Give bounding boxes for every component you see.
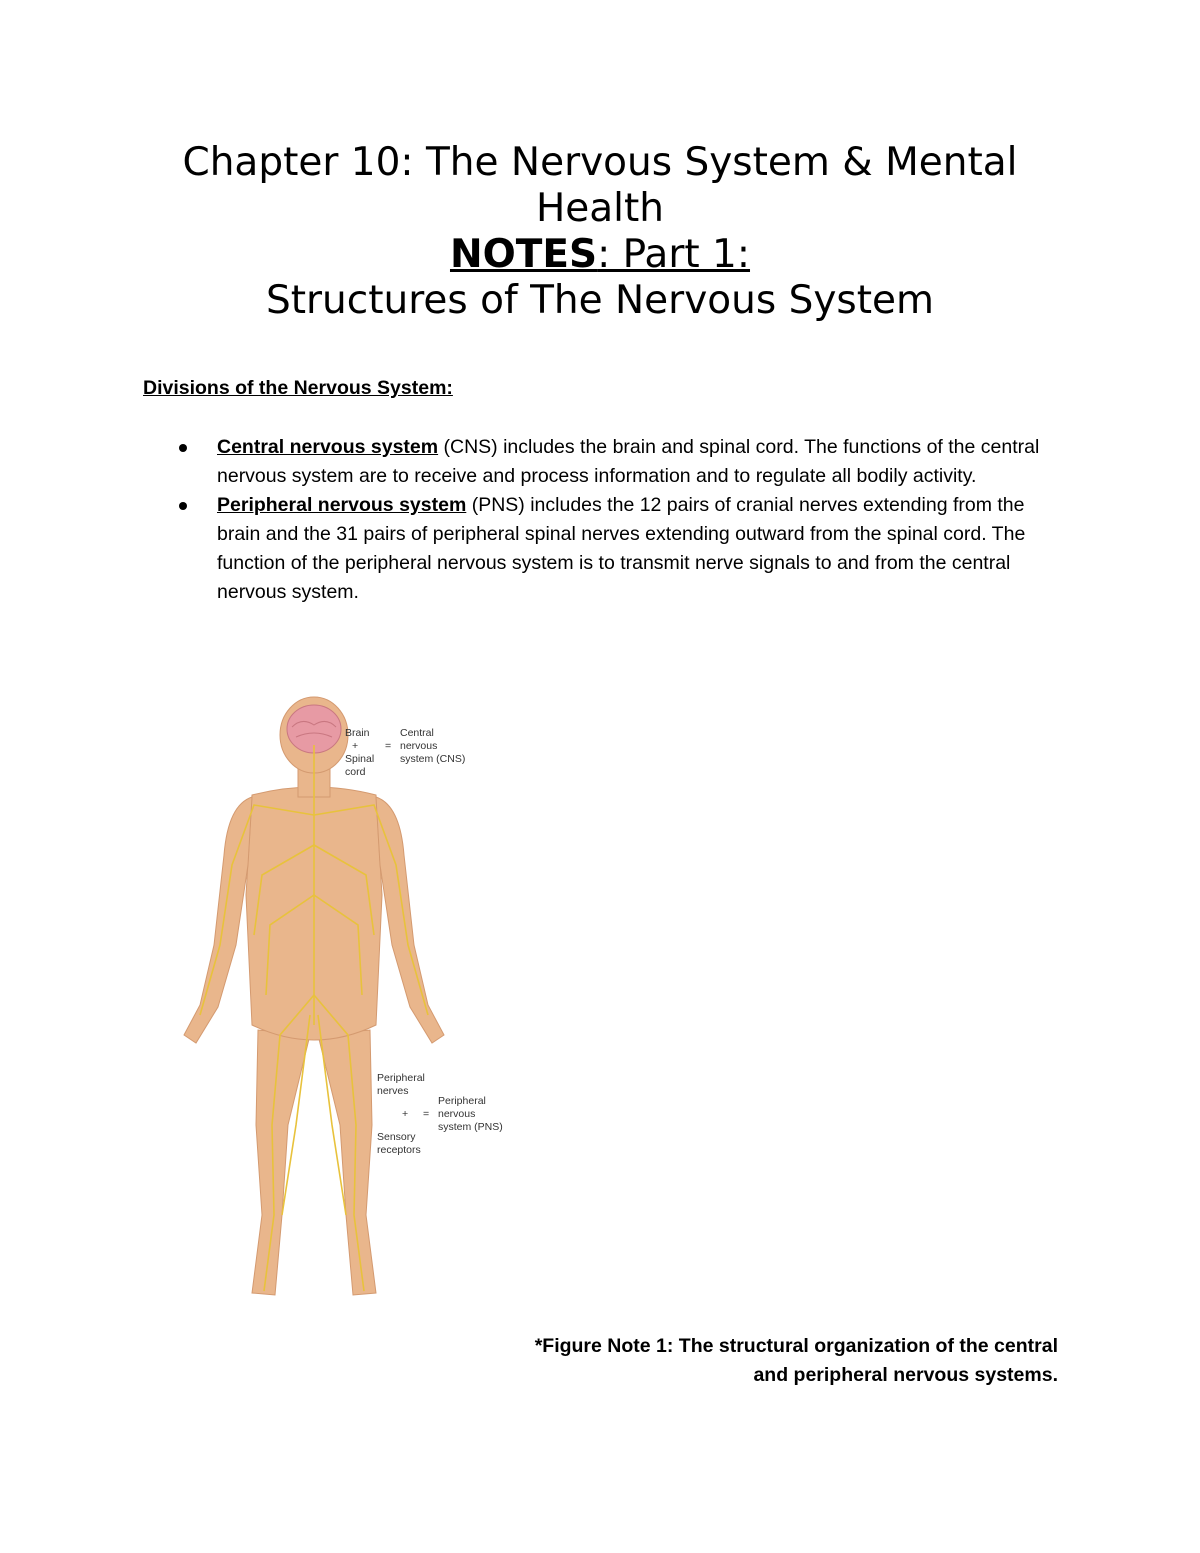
part-label: : Part 1:: [597, 232, 751, 277]
label-cord: cord: [345, 766, 366, 778]
label-cns-plus: +: [352, 740, 359, 752]
pns-description: (PNS) includes the 12 pairs of cranial nerves extending from the brain and the 31 pairs of peripheral spinal nerves extending outward from the spinal cord. The function of the peripheral nervous system is to transmit nerve signals to and from the central nervous system.: [217, 494, 1026, 603]
label-peripheral: Peripheral: [377, 1072, 425, 1084]
label-cns-equals: =: [385, 740, 392, 752]
list-item: [175, 491, 1055, 607]
document-title: [0, 140, 1200, 324]
label-pns-nervous: nervous: [438, 1108, 476, 1120]
pns-term: Peripheral nervous system: [217, 494, 467, 516]
label-pns-equals: =: [423, 1108, 430, 1120]
label-pns-system: system (PNS): [438, 1121, 503, 1133]
nervous-system-figure: [170, 695, 530, 1315]
list-item: [175, 433, 1055, 491]
label-pns-plus: +: [402, 1108, 409, 1120]
divisions-list: [175, 433, 1055, 607]
label-peripheral-2: Peripheral: [438, 1095, 486, 1107]
title-line-1: Chapter 10: The Nervous System & Mental: [182, 140, 1018, 185]
title-notes-line: [0, 232, 1200, 278]
label-sensory: Sensory: [377, 1131, 416, 1143]
cns-labels: [345, 727, 465, 778]
label-central: Central: [400, 727, 434, 739]
label-receptors: receptors: [377, 1144, 421, 1156]
label-cns-system: system (CNS): [400, 753, 466, 765]
human-body-illustration: [170, 695, 530, 1315]
cns-term: Central nervous system: [217, 436, 439, 458]
section-heading: Divisions of the Nervous System:: [143, 377, 453, 399]
label-cns-nervous: nervous: [400, 740, 438, 752]
label-nerves: nerves: [377, 1085, 409, 1097]
label-spinal: Spinal: [345, 753, 375, 765]
bullet-icon: [179, 502, 187, 510]
label-brain: Brain: [345, 727, 370, 739]
cns-description: (CNS) includes the brain and spinal cord. The functions of the central nervous system are to receive and process information and to regulate all bodily activity.: [217, 436, 1040, 487]
caption-line-2: and peripheral nervous systems.: [753, 1364, 1058, 1386]
title-subtitle: Structures of The Nervous System: [265, 278, 935, 323]
figure-caption: [500, 1332, 1058, 1390]
caption-line-1: *Figure Note 1: The structural organization of the central: [534, 1335, 1058, 1357]
title-line-2: Health: [535, 186, 665, 231]
notes-label: NOTES: [449, 232, 598, 277]
bullet-icon: [179, 444, 187, 452]
pns-labels: [377, 1072, 503, 1156]
